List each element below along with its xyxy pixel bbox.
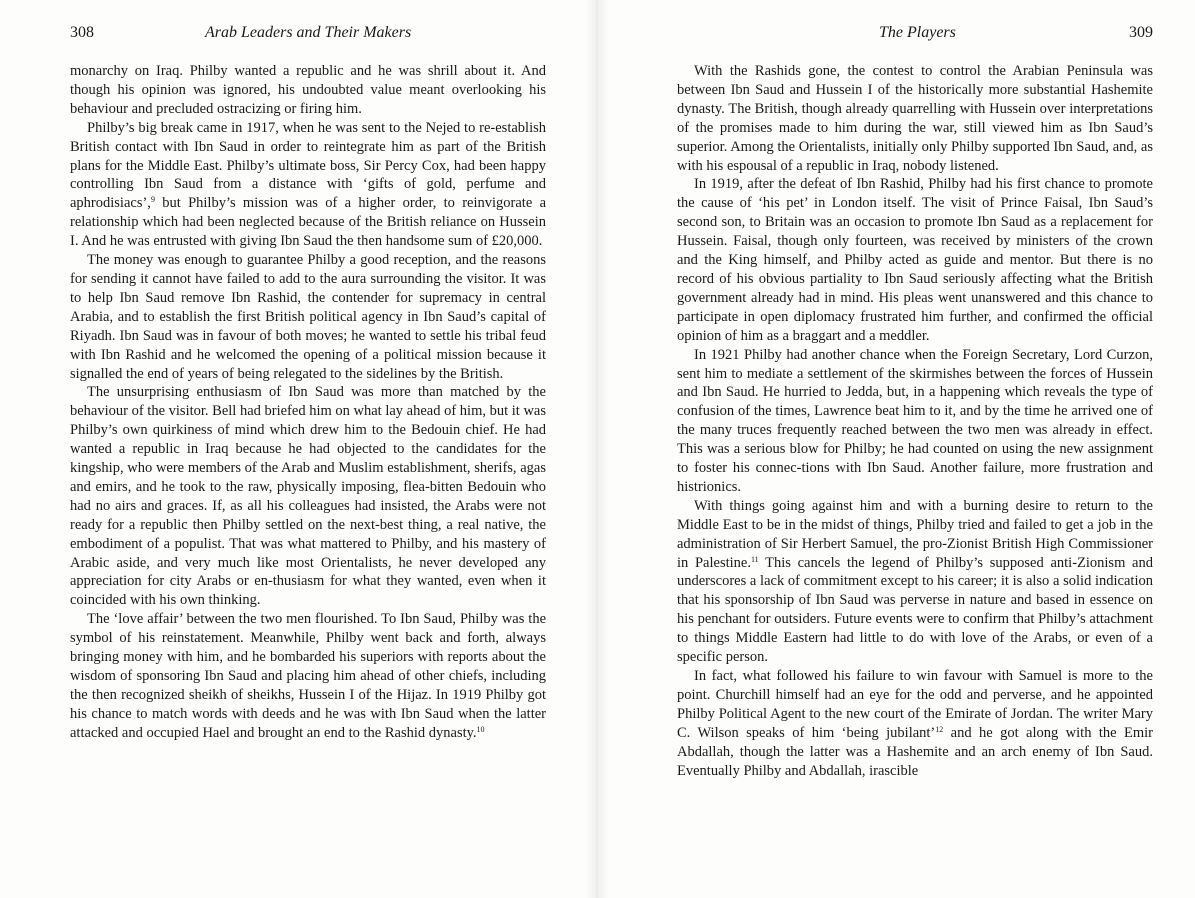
right-page xyxy=(677,0,1153,898)
right-page-header xyxy=(677,24,1153,46)
left-page xyxy=(70,0,546,898)
footnote-marker: 9 xyxy=(150,195,155,205)
left-paragraph-4: The unsurprising enthusiasm of Ibn Saud was more than matched by the behaviour of the visitor. Bell had briefed him on what lay ahead of him, but it was Philby’s own quirkiness of mind which drew him to the Bedouin chief. He had wanted a republic in Iraq because he had objected to the candidates for the kingship, who were members of the Arab and Muslim establishment, sherifs, agas and emirs, and he took to the raw, physically imposing, flea-bitten Bedouin who had no airs and graces. If, as all his colleagues had insisted, the Arabs were not ready for a republic then Philby settled on the next-best thing, a real native, the embodiment of a populist. That was what mattered to Philby, and his mastery of Arabic aside, and very much like most Orientalists, he never developed any appreciation for city Arabs or en-thusiasm for what they wanted, even when it coincided with his own thinking. xyxy=(70,384,546,609)
footnote-marker: 12 xyxy=(935,724,944,734)
footnote-marker: 11 xyxy=(750,554,759,564)
right-running-head: The Players xyxy=(879,24,956,41)
right-page-number: 309 xyxy=(1129,24,1153,41)
left-running-head: Arab Leaders and Their Makers xyxy=(205,24,412,41)
left-page-header xyxy=(70,24,546,46)
footnote-marker: 10 xyxy=(476,724,485,734)
left-paragraph-5: The ‘love affair’ between the two men flourished. To Ibn Saud, Philby was the symbol of his reinstatement. Meanwhile, Philby went back and forth, always bringing money with him, and he bombarded his superiors with reports about the wisdom of sponsoring Ibn Saud and placing him ahead of other chiefs, including the then recognized sheikh of sheikhs, Hussein I of the Hijaz. In 1919 Philby got his chance to match words with deeds and he was with Ibn Saud when the latter attacked and occupied Hael and brought an end to the Rashid dynasty.$^{10}$ xyxy=(70,611,546,741)
left-paragraph-1: monarchy on Iraq. Philby wanted a republic and he was shrill about it. And though his opinion was ignored, his undoubted value meant overlooking his behaviour and precluded ostracizing or firing him. xyxy=(70,63,546,117)
book-gutter xyxy=(585,0,609,898)
right-page-body xyxy=(677,62,1153,780)
left-paragraph-3: The money was enough to guarantee Philby a good reception, and the reasons for sending it cannot have failed to add to the aura surrounding the visitor. It was to help Ibn Saud remove Ibn Rashid, the contender for supremacy in central Arabia, and to establish the first British political agency in Ibn Saud’s capital of Riyadh. Ibn Saud was in favour of both moves; he wanted to settle his tribal feud with Ibn Rashid and he welcomed the opening of a political mission because it signalled the end of years of being relegated to the sidelines by the British. xyxy=(70,252,546,382)
left-paragraph-2: Philby’s big break came in 1917, when he was sent to the Nejed to re-establish British contact with Ibn Saud in order to reintegrate him as part of the British plans for the Middle East. Philby’s ultimate boss, Sir Percy Cox, had been happy controlling Ibn Saud from a distance with ‘gifts of gold, perfume and aphrodisiacs’,$^9$ but Philby’s mission was of a higher order, to reinvigorate a relationship which had been neglected because of the British reliance on Hussein I. And he was entrusted with giving Ibn Saud the then handsome sum of £20,000. xyxy=(70,119,546,250)
right-paragraph-3: In 1921 Philby had another chance when the Foreign Secretary, Lord Curzon, sent him to mediate a settlement of the skirmishes between the forces of Hussein and Ibn Saud. He hurried to Jedda, but, in a happening which reveals the type of confusion of the times, Lawrence beat him to it, and by the time he arrived one of the many truces frequently reached between the two men was already in effect. This was a serious blow for Philby; he had counted on using the new assignment to foster his connec-tions with Ibn Saud. Another failure, more frustration and histrionics. xyxy=(677,346,1153,495)
right-paragraph-4: With things going against him and with a burning desire to return to the Middle East to be in the midst of things, Philby tried and failed to get a job in the administration of Sir Herbert Samuel, the pro-Zionist British High Commissioner in Palestine.$^{11}$ This cancels the legend of Philby’s supposed anti-Zionism and underscores a lack of commitment except to his career; it is also a solid indication that his sponsorship of Ibn Saud was perverse in nature and based in essence on his penchant for outsiders. Future events were to confirm that Philby’s attachment to things Middle Eastern had little to do with love of the Arabs, or even of a specific person. xyxy=(677,497,1153,666)
right-paragraph-2: In 1919, after the defeat of Ibn Rashid, Philby had his first chance to promote the cause of ‘his pet’ in London itself. The visit of Prince Faisal, Ibn Saud’s second son, to Britain was an occasion to promote Ibn Saud as a replacement for Hussein. Faisal, though only fourteen, was received by ministers of the crown and the King himself, and Philby acted as guide and mentor. But there is no record of his obvious partiality to Ibn Saud seriously affecting what the British government already had in mind. His pleas went unanswered and this chance to participate in open diplomacy frustrated him further, and confirmed the official opinion of him as a braggart and a meddler. xyxy=(677,176,1153,344)
left-page-number: 308 xyxy=(70,24,94,41)
left-page-body xyxy=(70,62,546,743)
right-paragraph-5: In fact, what followed his failure to win favour with Samuel is more to the point. Churchill himself had an eye for the odd and perverse, and he appointed Philby Political Agent to the new court of the Emirate of Jordan. The writer Mary C. Wilson speaks of him ‘being jubilant’$^{12}$ and he got along with the Emir Abdallah, though the latter was a Hashemite and an arch enemy of Ibn Saud. Eventually Philby and Abdallah, irascible xyxy=(677,668,1153,779)
right-paragraph-1: With the Rashids gone, the contest to control the Arabian Peninsula was between Ibn Saud and Hussein I of the historically more substantial Hashemite dynasty. The British, though already quarrelling with Hussein over interpretations of the promises made to him during the war, still viewed him as Ibn Saud’s superior. Among the Orientalists, initially only Philby supported Ibn Saud, and, as with his espousal of a republic in Iraq, nobody listened. xyxy=(677,63,1153,174)
